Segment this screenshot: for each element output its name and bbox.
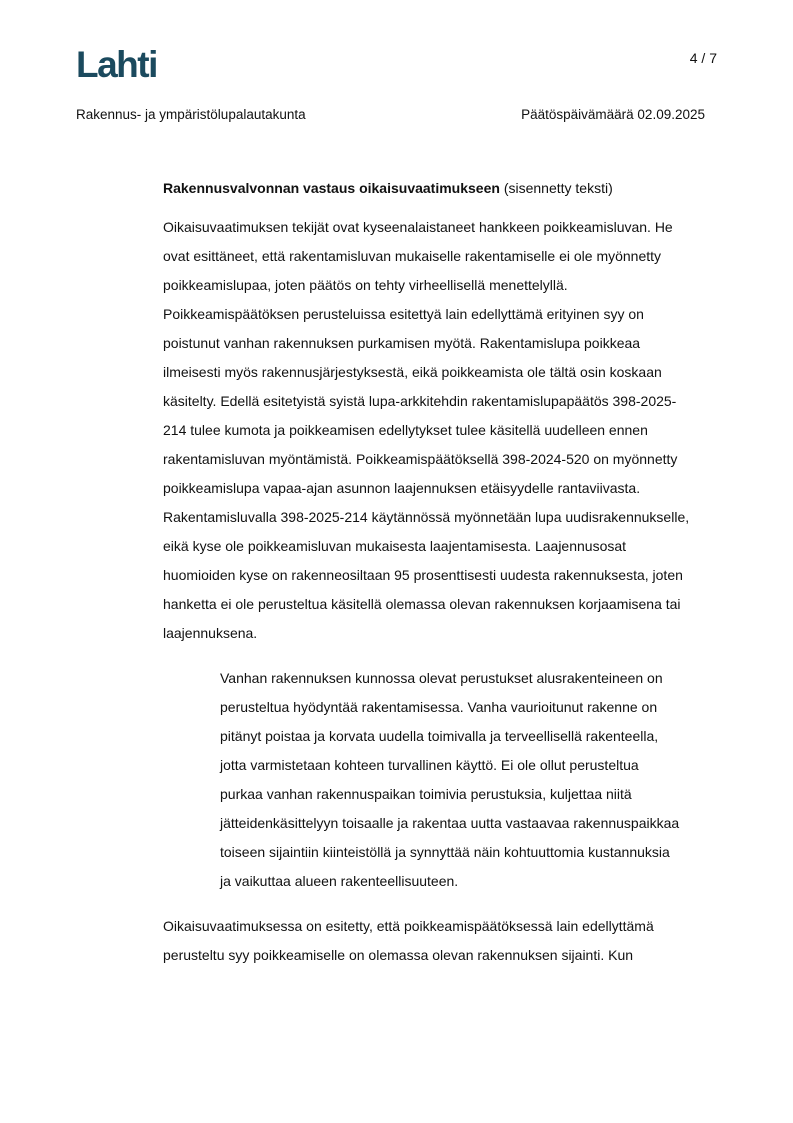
lahti-logo-text: Lahti (76, 46, 157, 82)
text-line: jätteidenkäsittelyyn toisaalle ja rakentaa uutta vastaavaa rakennuspaikkaa (220, 815, 680, 831)
text-line: eikä kyse ole poikkeamisluvan mukaisesta laajentamisesta. Laajennusosat (163, 538, 627, 554)
lahti-logo (76, 46, 168, 82)
paragraph-1 (163, 213, 723, 648)
text-line: huomioiden kyse on rakenneosiltaan 95 prosenttisesti uudesta rakennuksesta, joten (163, 567, 683, 583)
text-line: laajennuksena. (163, 625, 258, 641)
text-line: Oikaisuvaatimuksen tekijät ovat kyseenalaistaneet hankkeen poikkeamisluvan. He (163, 219, 673, 235)
text-line: 214 tulee kumota ja poikkeamisen edellytykset tulee käsitellä uudelleen ennen (163, 422, 648, 438)
text-line: käsitelty. Edellä esitetyistä syistä lupa-arkkitehdin rakentamislupapäätös 398-2025- (163, 393, 677, 409)
text-line: perusteltu syy poikkeamiselle on olemassa olevan rakennuksen sijainti. Kun (163, 947, 634, 963)
text-line: poikkeamislupaa, joten päätös on tehty virheellisellä menettelyllä. (163, 277, 568, 293)
text-line: hanketta ei ole perusteltua käsitellä olemassa olevan rakennuksen korjaamisena tai (163, 596, 681, 612)
text-line: ovat esittäneet, että rakentamisluvan mukaiselle rakentamiselle ei ole myönnetty (163, 248, 662, 264)
text-line: Poikkeamispäätöksen perusteluissa esitettyä lain edellyttämä erityinen syy on (163, 306, 644, 322)
text-line: perusteltua hyödyntää rakentamisessa. Vanha vaurioitunut rakenne on (220, 699, 658, 715)
text-line: toiseen sijaintiin kiinteistöllä ja synnyttää näin kohtuuttomia kustannuksia (220, 844, 670, 860)
page-number: 4 / 7 (689, 50, 717, 66)
text-line: ja vaikuttaa alueen rakenteellisuuteen. (220, 873, 459, 889)
text-line: jotta varmistetaan kohteen turvallinen käyttö. Ei ole ollut perusteltua (220, 757, 639, 773)
text-line: Vanhan rakennuksen kunnossa olevat perustukset alusrakenteineen on (220, 670, 663, 686)
text-line: rakentamisluvan myöntämistä. Poikkeamispäätöksellä 398-2024-520 on myönnetty (163, 451, 678, 467)
section-heading-note: (sisennetty teksti) (499, 180, 613, 196)
document-body (163, 178, 723, 986)
organization-name: Rakennus- ja ympäristölupalautakunta (76, 107, 306, 122)
text-line: purkaa vanhan rakennuspaikan toimivia perustuksia, kuljettaa niitä (220, 786, 632, 802)
paragraph-2 (163, 912, 723, 970)
section-heading-title: Rakennusvalvonnan vastaus oikaisuvaatimukseen (163, 180, 500, 196)
text-line: poikkeamislupa vapaa-ajan asunnon laajennuksen etäisyydelle rantaviivasta. (163, 480, 641, 496)
text-line: ilmeisesti myös rakennusjärjestyksestä, eikä poikkeamista ole tältä osin koskaan (163, 364, 662, 380)
section-heading (163, 178, 723, 198)
text-line: Rakentamisluvalla 398-2025-214 käytännössä myönnetään lupa uudisrakennukselle, (163, 509, 690, 525)
indented-response-paragraph (220, 664, 723, 896)
text-line: Oikaisuvaatimuksessa on esitetty, että poikkeamispäätöksessä lain edellyttämä (163, 918, 654, 934)
decision-date: Päätöspäivämäärä 02.09.2025 (521, 107, 705, 122)
text-line: pitänyt poistaa ja korvata uudella toimivalla ja terveellisellä rakenteella, (220, 728, 659, 744)
text-line: poistunut vanhan rakennuksen purkamisen myötä. Rakentamislupa poikkeaa (163, 335, 641, 351)
